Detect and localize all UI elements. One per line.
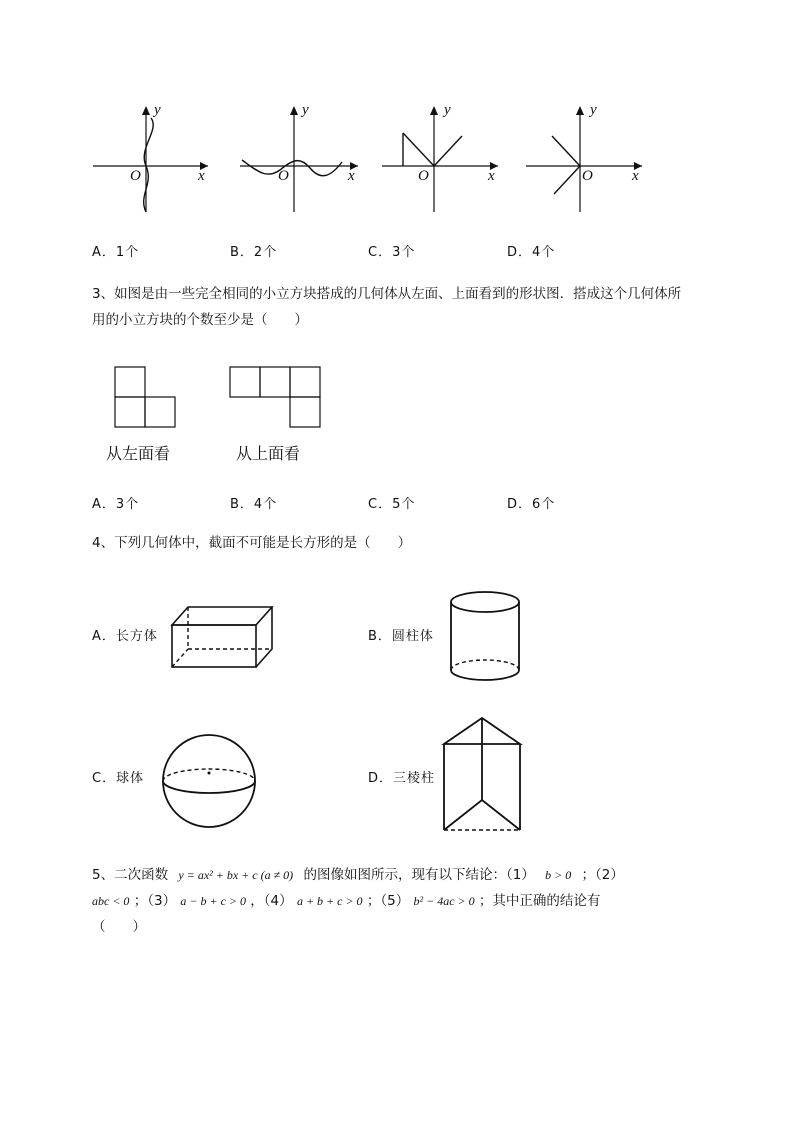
- left-view-caption: 从左面看: [106, 444, 171, 463]
- q5-after-func: 的图像如图所示，现有以下结论：（1）: [303, 867, 535, 883]
- cuboid-figure: [170, 603, 280, 673]
- q3-option-c[interactable]: C．5个: [368, 497, 416, 512]
- graph-3-y-label: y: [444, 102, 451, 118]
- q5-conclusion-2: abc < 0: [92, 894, 130, 908]
- q2-option-a[interactable]: A．1个: [92, 245, 140, 260]
- graph-2-y-label: y: [302, 102, 309, 118]
- q3-line-2: 用的小立方块的个数至少是（ ）: [92, 312, 308, 328]
- q2-option-b[interactable]: B．2个: [230, 245, 278, 260]
- graph-3-origin-label: O: [418, 168, 429, 184]
- q5-sep-4: ；（5）: [366, 893, 410, 909]
- q5-conclusion-5: b² − 4ac > 0: [413, 894, 475, 908]
- q5-conclusion-1: b > 0: [545, 868, 572, 882]
- q4-option-b[interactable]: B．圆柱体: [368, 629, 434, 644]
- q5-intro: 5、二次函数: [92, 867, 169, 883]
- q2-option-c[interactable]: C．3个: [368, 245, 416, 260]
- left-view-figure: [114, 366, 184, 436]
- q4-option-a[interactable]: A．长方体: [92, 629, 158, 644]
- graph-1-y-label: y: [154, 102, 161, 118]
- q5-sep-2: ；（3）: [133, 893, 177, 909]
- q5-function: y = ax² + bx + c (a ≠ 0): [178, 868, 294, 882]
- question-3-text: [92, 281, 742, 333]
- graph-3-x-label: x: [488, 168, 495, 184]
- graph-4-origin-label: O: [582, 168, 593, 184]
- q4-option-d[interactable]: D．三棱柱: [368, 771, 436, 786]
- q3-option-d[interactable]: D．6个: [507, 497, 556, 512]
- graph-4-y-label: y: [590, 102, 597, 118]
- q4-option-c[interactable]: C．球体: [92, 771, 145, 786]
- q2-option-d[interactable]: D．4个: [507, 245, 556, 260]
- cylinder-figure: [446, 588, 526, 688]
- graph-4-x-label: x: [632, 168, 639, 184]
- triangular-prism-figure: [440, 714, 530, 834]
- top-view-figure: [229, 366, 329, 436]
- graph-2-x-label: x: [348, 168, 355, 184]
- question-5-text: [92, 862, 742, 940]
- graph-1: [88, 100, 218, 220]
- q5-answer-blank[interactable]: （ ）: [92, 919, 146, 935]
- graph-1-x-label: x: [198, 168, 205, 184]
- q5-conclusion-4: a + b + c > 0: [296, 894, 363, 908]
- sphere-figure: [160, 732, 260, 832]
- q3-option-b[interactable]: B．4个: [230, 497, 278, 512]
- graph-2-origin-label: O: [278, 168, 289, 184]
- q3-option-a[interactable]: A．3个: [92, 497, 140, 512]
- q3-line-1: 3、如图是由一些完全相同的小立方块搭成的几何体从左面、上面看到的形状图．搭成这个几何体所: [92, 286, 682, 302]
- q5-conclusion-3: a − b + c > 0: [180, 894, 246, 908]
- graph-4: [524, 100, 654, 220]
- q5-sep-3: ，（4）: [250, 893, 293, 909]
- top-view-caption: 从上面看: [236, 444, 301, 463]
- question-4-text: 4、下列几何体中，截面不可能是长方形的是（ ）: [92, 535, 412, 551]
- q5-tail: ；其中正确的结论有: [478, 893, 601, 909]
- graph-1-origin-label: O: [130, 168, 141, 184]
- q5-sep-1: ；（2）: [581, 867, 624, 883]
